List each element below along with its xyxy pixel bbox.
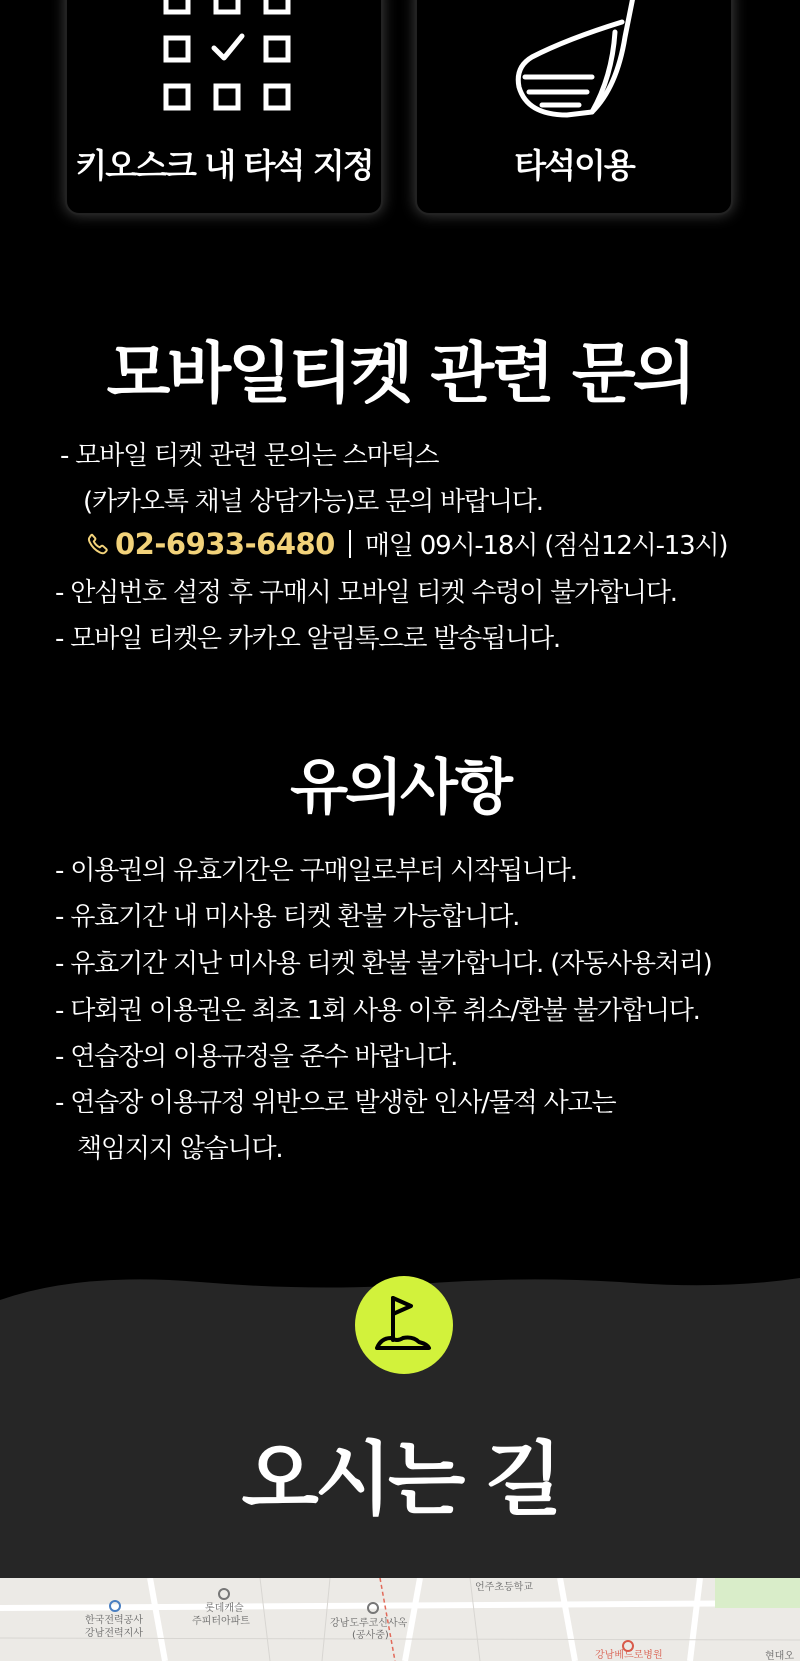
seat-use-card (415, 0, 733, 215)
map-label: 롯데캐슬 (205, 1603, 244, 1614)
map-label: 한국전력공사 (85, 1615, 143, 1626)
kiosk-seat-card (65, 0, 383, 215)
divider (349, 530, 351, 558)
inquiry-line: - 모바일 티켓은 카카오 알림톡으로 발송됩니다. (55, 624, 560, 654)
card-label: 키오스크 내 타석 지정 (75, 146, 373, 185)
map-label: 언주초등학교 (475, 1582, 533, 1593)
golf-flag-icon (355, 1276, 453, 1374)
map-label: 강남베드로병원 (595, 1650, 663, 1661)
business-hours: 매일 09시-18시 (점심12시-13시) (364, 531, 728, 561)
golf-club-icon (497, 0, 657, 127)
phone-number[interactable]: 02-6933-6480 (115, 526, 335, 561)
map-label: 현대오 (765, 1651, 794, 1661)
notice-line: 책임지지 않습니다. (77, 1134, 283, 1164)
inquiry-line: (카카오톡 채널 상담가능)로 문의 바랍니다. (83, 487, 543, 517)
notice-line: - 연습장 이용규정 위반으로 발생한 인사/물적 사고는 (55, 1088, 616, 1118)
notice-line: - 유효기간 내 미사용 티켓 환불 가능합니다. (55, 902, 520, 932)
location-map[interactable] (0, 1578, 800, 1661)
map-label: (공사중) (352, 1630, 389, 1641)
inquiry-title: 모바일티켓 관련 문의 (106, 335, 694, 412)
directions-title: 오시는 길 (241, 1433, 559, 1526)
seat-grid-check-icon (156, 0, 296, 122)
map-label: 강남전력지사 (85, 1628, 143, 1639)
phone-icon (85, 531, 111, 557)
inquiry-line: - 모바일 티켓 관련 문의는 스마틱스 (60, 441, 439, 471)
golf-badge (355, 1276, 453, 1374)
service-steps (0, 0, 800, 230)
map-label: 강남도루코신사옥 (330, 1618, 408, 1629)
notice-line: - 연습장의 이용규정을 준수 바랍니다. (55, 1042, 458, 1072)
notice-line: - 다회권 이용권은 최초 1회 사용 이후 취소/환불 불가합니다. (55, 996, 700, 1026)
phone-row (85, 525, 727, 562)
notice-line: - 이용권의 유효기간은 구매일로부터 시작됩니다. (55, 856, 577, 886)
card-label: 타석이용 (514, 146, 634, 185)
notice-title: 유의사항 (290, 753, 510, 823)
map-label: 주피터아파트 (192, 1616, 250, 1627)
inquiry-line: - 안심번호 설정 후 구매시 모바일 티켓 수령이 불가합니다. (55, 578, 677, 608)
notice-line: - 유효기간 지난 미사용 티켓 환불 불가합니다. (자동사용처리) (55, 949, 712, 979)
